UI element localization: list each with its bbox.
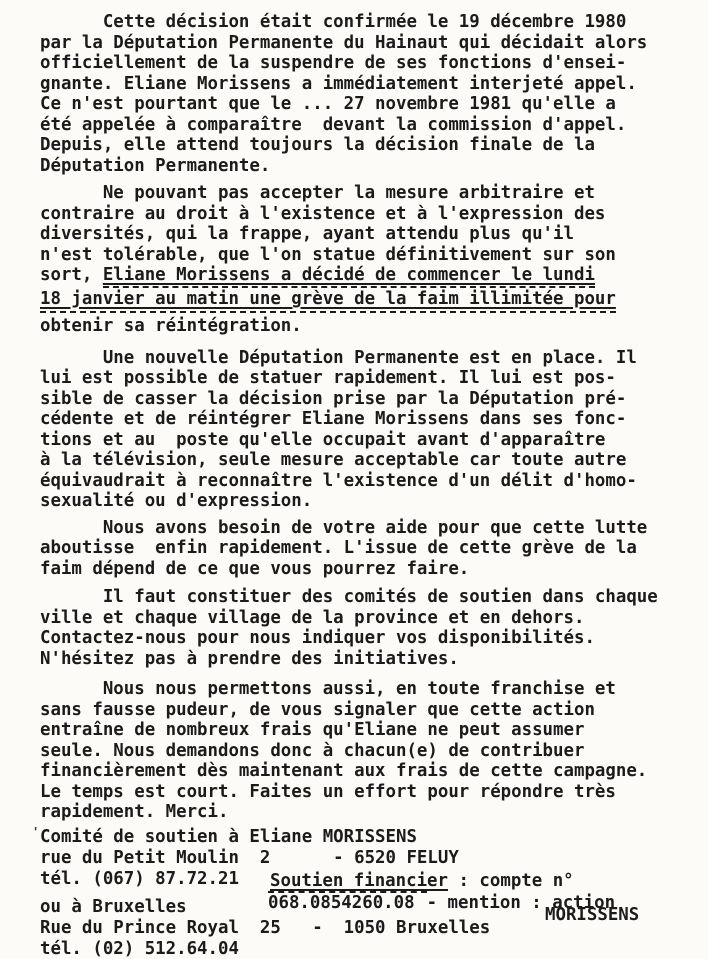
committee-name: Comité de soutien à Eliane MORISSENS	[40, 826, 417, 847]
text-line: Députation Permanente.	[40, 155, 271, 176]
text-line: sans fausse pudeur, de vous signaler que cette action	[40, 699, 595, 720]
text-line: Depuis, elle attend toujours la décision finale de la	[40, 135, 595, 155]
underlined-text: Soutien financier	[270, 870, 448, 891]
text-line: Contactez-nous pour nous indiquer vos disponibilités.	[40, 628, 595, 648]
paragraph-2	[40, 183, 708, 337]
text-line: financièrement dès maintenant aux frais de cette campagne.	[40, 761, 648, 781]
text-line: sexualité ou d'expression.	[40, 491, 313, 511]
text-line: obtenir sa réintégration.	[40, 316, 302, 336]
text-line: n'est tolérable, que l'on statue définitivement sur son	[40, 244, 616, 265]
mention-name: MORISSENS	[545, 904, 640, 925]
text-line: Une nouvelle Députation Permanente est en place. Il	[40, 347, 637, 368]
text-line-emphasized	[40, 289, 708, 316]
phone-line-brussels: tél. (02) 512.64.04	[40, 938, 239, 959]
text-run: : compte n°	[448, 870, 574, 891]
text-line: Le temps est court. Faites un effort pour répondre très	[40, 781, 616, 802]
text-line: Ce n'est pourtant que le ... 27 novembre 1981 qu'elle a	[40, 94, 616, 114]
text-line: N'hésitez pas à prendre des initiatives.	[40, 648, 459, 669]
text-line: gnante. Eliane Morissens a immédiatement interjeté appel.	[40, 73, 637, 94]
text-run: - mention : action	[426, 892, 616, 913]
text-run: sort,	[40, 265, 103, 285]
text-line-emphasized	[40, 265, 708, 289]
text-line: Nous avons besoin de votre aide pour que cette lutte	[40, 517, 648, 538]
text-line: Ne pouvant pas accepter la mesure arbitraire et	[40, 183, 595, 203]
address-line-feluy: rue du Petit Moulin 2 - 6520 FELUY	[40, 847, 459, 868]
text-line: aboutisse enfin rapidement. L'issue de cette grève de la	[40, 538, 637, 558]
financial-support-line	[270, 871, 574, 892]
underlined-text: Eliane Morissens a décidé de commencer le lundi	[103, 266, 595, 288]
text-line: seule. Nous demandons donc à chacun(e) de contribuer	[40, 740, 585, 761]
footer-contact-block	[32, 824, 708, 959]
text-line: contraire au droit à l'existence et à l'expression des	[40, 203, 606, 224]
text-line: ville et chaque village de la province et en dehors.	[40, 607, 585, 628]
text-line: Il faut constituer des comités de soutien dans chaque	[40, 587, 658, 607]
text-line: lui est possible de statuer rapidement. Il lui est pos-	[40, 368, 616, 388]
text-line: faim dépend de ce que vous pourrez faire.	[40, 558, 470, 579]
paragraph-1	[40, 12, 708, 176]
text-line: tions et au poste qu'elle occupait avant d'apparaître	[40, 429, 606, 450]
stray-mark: '	[32, 824, 40, 839]
text-line: été appelée à comparaître devant la commission d'appel.	[40, 114, 627, 135]
text-line: rapidement. Merci.	[40, 802, 229, 822]
paragraph-6	[40, 679, 708, 823]
text-line: par la Députation Permanente du Hainaut qui décidait alors	[40, 32, 648, 53]
text-line: équivaudrait à reconnaître l'existence d'un délit d'homo-	[40, 470, 637, 491]
phone-line-feluy: tél. (067) 87.72.21	[40, 868, 239, 889]
paragraph-3	[40, 348, 708, 512]
text-line: cédente et de réintégrer Eliane Morissens dans ses fonc-	[40, 409, 627, 429]
text-line: Nous nous permettons aussi, en toute franchise et	[40, 679, 616, 699]
account-number: 068.0854260.08	[268, 891, 427, 914]
text-line: entraîne de nombreux frais qu'Eliane ne peut assumer	[40, 720, 585, 740]
text-line: à la télévision, seule mesure acceptable car toute autre	[40, 450, 627, 470]
committee-line	[32, 824, 708, 848]
text-line: officiellement de la suspendre de ses fonctions d'ensei-	[40, 53, 627, 73]
text-line: diversités, qui la frappe, ayant attendu plus qu'il	[40, 224, 574, 244]
paragraph-4	[40, 518, 708, 580]
text-line: Cette décision était confirmée le 19 décembre 1980	[40, 12, 627, 32]
paragraph-5	[40, 587, 708, 669]
address-line-brussels: Rue du Prince Royal 25 - 1050 Bruxelles	[40, 917, 491, 938]
city-line-brussels: ou à Bruxelles	[40, 896, 187, 917]
text-line: sible de casser la décision prise par la Députation pré-	[40, 388, 627, 409]
underlined-text: 18 janvier au matin une grève de la faim illimitée pour	[40, 290, 616, 313]
